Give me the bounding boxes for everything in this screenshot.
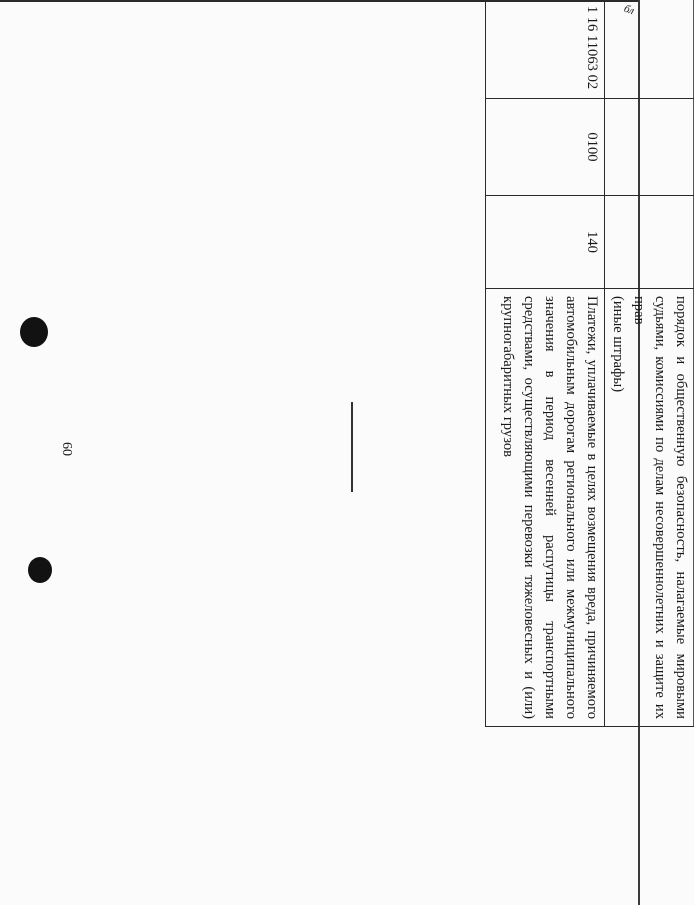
- description-line: значения в период весенней распутицы транспортными средствами,: [521, 296, 558, 719]
- description-line: судьями, комиссиями по делам несовершеннолетних и защите их прав: [631, 296, 668, 719]
- punch-hole-bottom: [28, 557, 52, 583]
- description-line: порядок и общественную безопасность, налагаемые мировыми: [673, 296, 689, 719]
- corner-handwritten-mark: бл: [622, 2, 636, 18]
- revenue-type-cell: [605, 196, 694, 289]
- revenue-type-cell: 140: [486, 196, 605, 289]
- page-number: 60: [59, 442, 74, 456]
- kbk-code-cell: 1 16 11063 02: [486, 0, 605, 99]
- punch-hole-top: [20, 317, 48, 347]
- description-line: крупногабаритных грузов: [500, 296, 516, 458]
- table-row: [486, 0, 605, 727]
- description-cell: [605, 289, 694, 727]
- subgroup-code-cell: 0100: [486, 99, 605, 196]
- rotated-table-wrapper: [494, 0, 694, 726]
- vertical-rule-mark: [351, 402, 353, 492]
- description-line: Платежи, уплачиваемые в целях возмещения вреда, причиняемого: [584, 296, 600, 719]
- description-line: осуществляющими перевозки тяжеловесных и (или): [521, 377, 537, 719]
- budget-codes-table: [485, 0, 694, 727]
- kbk-code-cell: [605, 0, 694, 99]
- description-cell: [486, 289, 605, 727]
- table-row: [605, 0, 694, 727]
- subgroup-code-cell: [605, 99, 694, 196]
- description-line: автомобильным дорогам регионального или межмуниципального: [563, 296, 579, 719]
- description-line: (иные штрафы): [610, 296, 626, 393]
